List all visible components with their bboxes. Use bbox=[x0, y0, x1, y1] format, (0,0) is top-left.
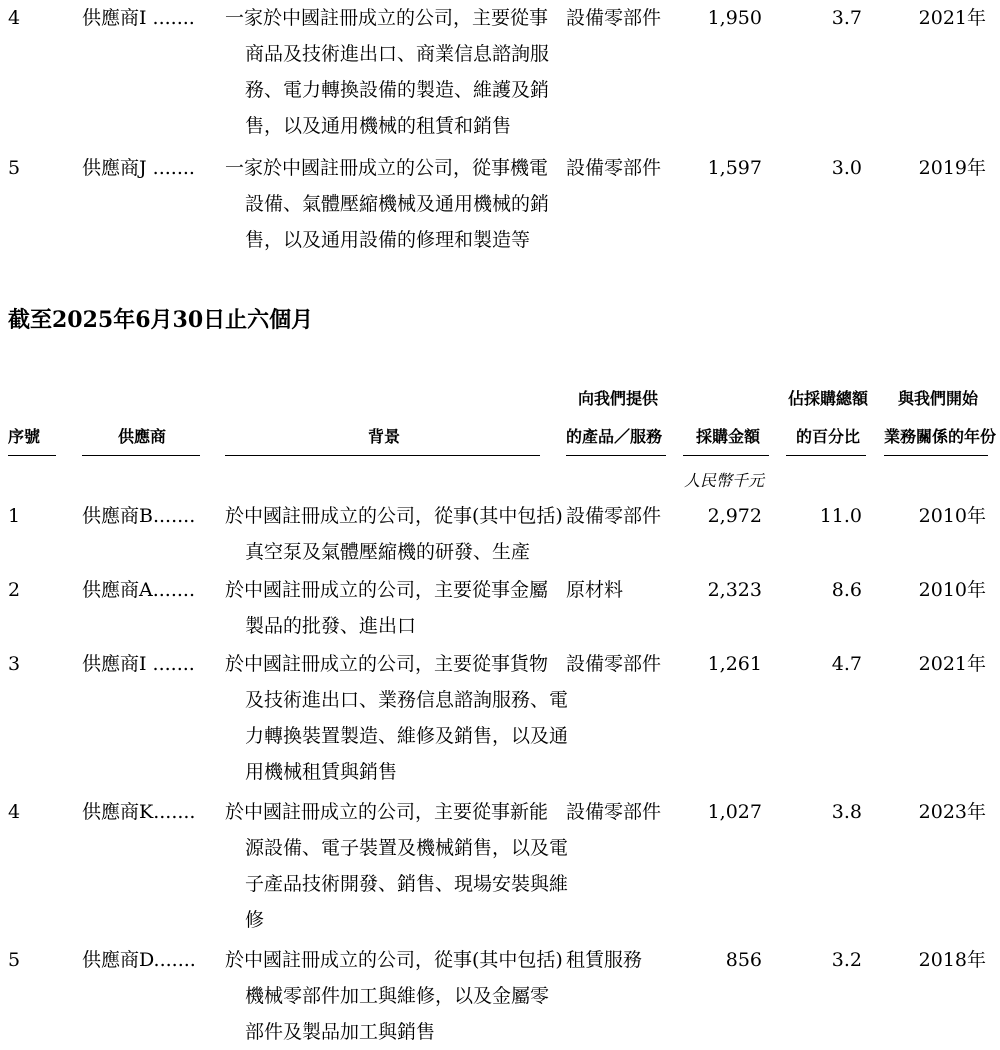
purchase-amount: 1,261 bbox=[707, 653, 762, 675]
purchase-percentage: 11.0 bbox=[819, 505, 862, 527]
purchase-amount: 1,950 bbox=[707, 7, 762, 29]
row-number: 4 bbox=[8, 801, 21, 823]
purchase-percentage: 3.2 bbox=[831, 949, 862, 971]
row-number: 5 bbox=[8, 157, 21, 179]
background-line: 售，以及通用設備的修理和製造等 bbox=[245, 229, 531, 251]
product-service: 設備零部件 bbox=[566, 7, 662, 29]
background-line: 於中國註冊成立的公司，從事(其中包括) bbox=[225, 505, 563, 527]
row-number: 1 bbox=[8, 505, 21, 527]
header-year-line1: 與我們開始 bbox=[898, 389, 979, 408]
purchase-amount: 856 bbox=[725, 949, 762, 971]
supplier-background bbox=[225, 498, 563, 570]
header-underline-background bbox=[225, 455, 540, 456]
background-line: 商品及技術進出口、商業信息諮詢服 bbox=[245, 43, 550, 65]
background-line: 設備、氣體壓縮機械及通用機械的銷 bbox=[245, 193, 550, 215]
purchase-amount: 2,323 bbox=[707, 579, 762, 601]
supplier-name: 供應商D....... bbox=[82, 949, 196, 971]
supplier-name: 供應商J ....... bbox=[82, 157, 195, 179]
section-title: 截至2025年6月30日止六個月 bbox=[8, 307, 314, 333]
relationship-year: 2010年 bbox=[918, 579, 986, 601]
product-service: 設備零部件 bbox=[566, 653, 662, 675]
header-product-line2: 的產品／服務 bbox=[566, 427, 663, 446]
row-number: 3 bbox=[8, 653, 21, 675]
product-service: 原材料 bbox=[566, 579, 624, 601]
background-line: 於中國註冊成立的公司，主要從事貨物 bbox=[225, 653, 549, 675]
purchase-percentage: 4.7 bbox=[831, 653, 862, 675]
supplier-name: 供應商I ....... bbox=[82, 653, 195, 675]
purchase-percentage: 3.8 bbox=[831, 801, 862, 823]
header-supplier: 供應商 bbox=[118, 427, 167, 446]
supplier-background bbox=[225, 572, 560, 644]
row-number: 4 bbox=[8, 7, 21, 29]
background-line: 部件及製品加工與銷售 bbox=[245, 1021, 436, 1043]
header-no: 序號 bbox=[8, 427, 41, 446]
purchase-amount: 1,597 bbox=[707, 157, 762, 179]
background-line: 於中國註冊成立的公司，從事(其中包括) bbox=[225, 949, 563, 971]
supplier-background bbox=[225, 150, 560, 258]
relationship-year: 2023年 bbox=[918, 801, 986, 823]
header-underline-product bbox=[566, 455, 666, 456]
header-underline-amount bbox=[683, 455, 769, 456]
relationship-year: 2019年 bbox=[918, 157, 986, 179]
header-underline-supplier bbox=[82, 455, 200, 456]
background-line: 機械零部件加工與維修，以及金屬零 bbox=[245, 985, 550, 1007]
supplier-background bbox=[225, 0, 560, 144]
background-line: 務、電力轉換設備的製造、維護及銷 bbox=[245, 79, 550, 101]
background-line: 源設備、電子裝置及機械銷售，以及電 bbox=[245, 837, 569, 859]
row-number: 5 bbox=[8, 949, 21, 971]
background-line: 真空泵及氣體壓縮機的研發、生產 bbox=[245, 541, 531, 563]
header-percent-line1: 佔採購總額 bbox=[788, 389, 869, 408]
supplier-background bbox=[225, 646, 569, 790]
purchase-percentage: 8.6 bbox=[831, 579, 862, 601]
header-underline-year bbox=[884, 455, 988, 456]
row-number: 2 bbox=[8, 579, 21, 601]
background-line: 售，以及通用機械的租賃和銷售 bbox=[245, 115, 512, 137]
background-line: 子產品技術開發、銷售、現場安裝與維 bbox=[245, 873, 569, 895]
product-service: 租賃服務 bbox=[566, 949, 643, 971]
background-line: 修 bbox=[245, 909, 265, 931]
supplier-name: 供應商I ....... bbox=[82, 7, 195, 29]
product-service: 設備零部件 bbox=[566, 801, 662, 823]
purchase-percentage: 3.7 bbox=[831, 7, 862, 29]
background-line: 於中國註冊成立的公司，主要從事金屬 bbox=[225, 579, 549, 601]
background-line: 於中國註冊成立的公司，主要從事新能 bbox=[225, 801, 549, 823]
background-line: 製品的批發、進出口 bbox=[245, 615, 417, 637]
header-underline-percent bbox=[786, 455, 866, 456]
supplier-name: 供應商A....... bbox=[82, 579, 195, 601]
background-line: 用機械租賃與銷售 bbox=[245, 761, 398, 783]
supplier-background bbox=[225, 794, 569, 938]
header-amount: 採購金額 bbox=[696, 427, 761, 446]
purchase-percentage: 3.0 bbox=[831, 157, 862, 179]
relationship-year: 2021年 bbox=[918, 7, 986, 29]
product-service: 設備零部件 bbox=[566, 505, 662, 527]
background-line: 及技術進出口、業務信息諮詢服務、電 bbox=[245, 689, 569, 711]
purchase-amount: 1,027 bbox=[707, 801, 762, 823]
background-line: 一家於中國註冊成立的公司，主要從事 bbox=[225, 7, 549, 29]
supplier-name: 供應商K....... bbox=[82, 801, 196, 823]
header-underline-no bbox=[8, 455, 56, 456]
background-line: 一家於中國註冊成立的公司，從事機電 bbox=[225, 157, 549, 179]
relationship-year: 2021年 bbox=[918, 653, 986, 675]
header-background: 背景 bbox=[368, 427, 401, 446]
supplier-name: 供應商B....... bbox=[82, 505, 196, 527]
product-service: 設備零部件 bbox=[566, 157, 662, 179]
header-year-line2: 業務關係的年份 bbox=[884, 427, 997, 446]
header-product-line1: 向我們提供 bbox=[578, 389, 659, 408]
supplier-background bbox=[225, 942, 563, 1050]
background-line: 力轉換裝置製造、維修及銷售，以及通 bbox=[245, 725, 569, 747]
currency-unit: 人民幣千元 bbox=[683, 471, 764, 490]
relationship-year: 2010年 bbox=[918, 505, 986, 527]
purchase-amount: 2,972 bbox=[707, 505, 762, 527]
relationship-year: 2018年 bbox=[918, 949, 986, 971]
header-percent-line2: 的百分比 bbox=[796, 427, 861, 446]
